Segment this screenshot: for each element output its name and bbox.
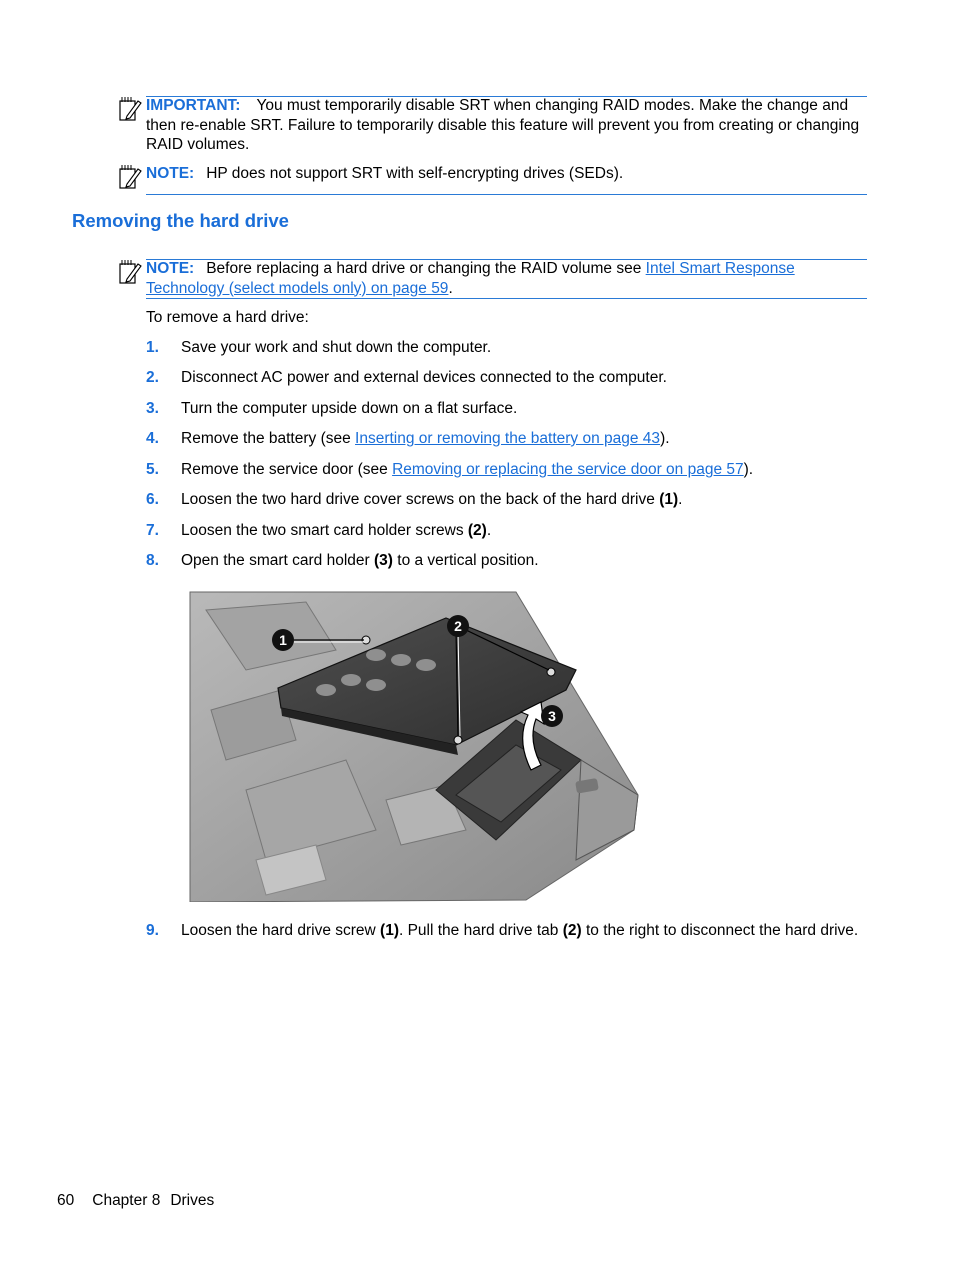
callout-1	[272, 629, 294, 651]
svg-text:3: 3	[548, 708, 556, 724]
step-number: 2.	[146, 369, 159, 386]
step-text-run: ).	[743, 461, 754, 478]
callout-2	[447, 615, 469, 637]
cross-reference-link[interactable]: Inserting or removing the battery on page 43	[355, 430, 661, 447]
step-number: 6.	[146, 491, 159, 508]
note-pencil-icon	[118, 164, 142, 190]
step-text-run: Loosen the two smart card holder screws	[181, 522, 468, 539]
step-text-run: Loosen the two hard drive cover screws on the back of the hard drive	[181, 491, 660, 508]
page-footer	[57, 1192, 232, 1210]
important-body: You must temporarily disable SRT when changing RAID modes. Make the change and then re-enable SRT. Failure to temporarily disable this feature will prevent you from creating or changing RAID volumes.	[146, 97, 860, 153]
svg-text:2: 2	[454, 618, 462, 634]
step-text	[181, 921, 867, 941]
note-text	[146, 164, 867, 184]
step-text-run: .	[678, 491, 683, 508]
step-text-run: Remove the battery (see	[181, 430, 356, 447]
hard-drive-removal-illustration	[186, 590, 642, 902]
important-note	[118, 96, 867, 156]
step-number: 3.	[146, 400, 159, 417]
step-text	[181, 521, 867, 541]
note-body-end: .	[448, 279, 453, 297]
note-pencil-icon	[118, 96, 142, 122]
step-text-run: Open the smart card holder	[181, 552, 374, 569]
callout-reference: (1)	[659, 491, 679, 508]
intro-text: To remove a hard drive:	[146, 309, 309, 326]
callout-reference: (2)	[562, 922, 582, 939]
callout-reference: (1)	[380, 922, 399, 939]
step-text-run: Remove the service door (see	[181, 461, 393, 478]
cross-reference-link[interactable]: Removing or replacing the service door on page 57	[392, 461, 744, 478]
step-text-run: .	[486, 522, 492, 539]
chapter-title: Drives	[170, 1192, 215, 1209]
note-bottom-rule	[146, 298, 867, 299]
section-title: Removing the hard drive	[72, 210, 289, 231]
note-text	[146, 259, 827, 298]
important-note-text	[146, 96, 867, 155]
step-text-run: Loosen the hard drive screw	[181, 922, 381, 939]
step-text-run: to a vertical position.	[392, 552, 539, 569]
step-text	[181, 399, 867, 419]
step-text-run: Turn the computer upside down on a flat surface.	[181, 400, 518, 417]
note-label: NOTE:	[146, 260, 195, 277]
callout-3	[541, 705, 563, 727]
step-text-run: Disconnect AC power and external devices connected to the computer.	[181, 369, 667, 386]
note-body: HP does not support SRT with self-encrypting drives (SEDs).	[206, 165, 624, 182]
note-label: NOTE:	[146, 165, 195, 182]
step-number: 1.	[146, 339, 159, 356]
step-number: 7.	[146, 522, 159, 539]
step-number: 8.	[146, 552, 159, 569]
page-number: 60	[57, 1192, 75, 1209]
step-text	[181, 338, 867, 358]
step-text-run: to the right to disconnect the hard drive.	[581, 922, 859, 939]
step-text	[181, 429, 867, 449]
note-pencil-icon	[118, 259, 142, 285]
step-text-run: . Pull the hard drive tab	[398, 922, 563, 939]
note-bottom-rule	[146, 194, 867, 195]
important-label: IMPORTANT:	[146, 97, 241, 114]
svg-text:1: 1	[279, 632, 287, 648]
step-number: 9.	[146, 922, 159, 939]
intel-srt-link[interactable]: Intel Smart Response Technology (select models only) on page 59	[146, 260, 795, 297]
note-srt-sed	[118, 164, 867, 195]
step-text-run: Save your work and shut down the computer.	[181, 339, 492, 356]
note-body: Before replacing a hard drive or changing the RAID volume see	[206, 260, 646, 277]
step-text	[181, 551, 867, 571]
step-text-run: ).	[660, 430, 670, 447]
step-text	[181, 490, 867, 510]
step-number: 4.	[146, 430, 159, 447]
step-text	[181, 368, 867, 388]
note-before-replacing	[118, 259, 867, 299]
chapter-number: Chapter 8	[92, 1192, 161, 1209]
step-text	[181, 460, 867, 480]
step-number: 5.	[146, 461, 159, 478]
callout-reference: (3)	[374, 552, 393, 569]
callout-reference: (2)	[467, 522, 487, 539]
